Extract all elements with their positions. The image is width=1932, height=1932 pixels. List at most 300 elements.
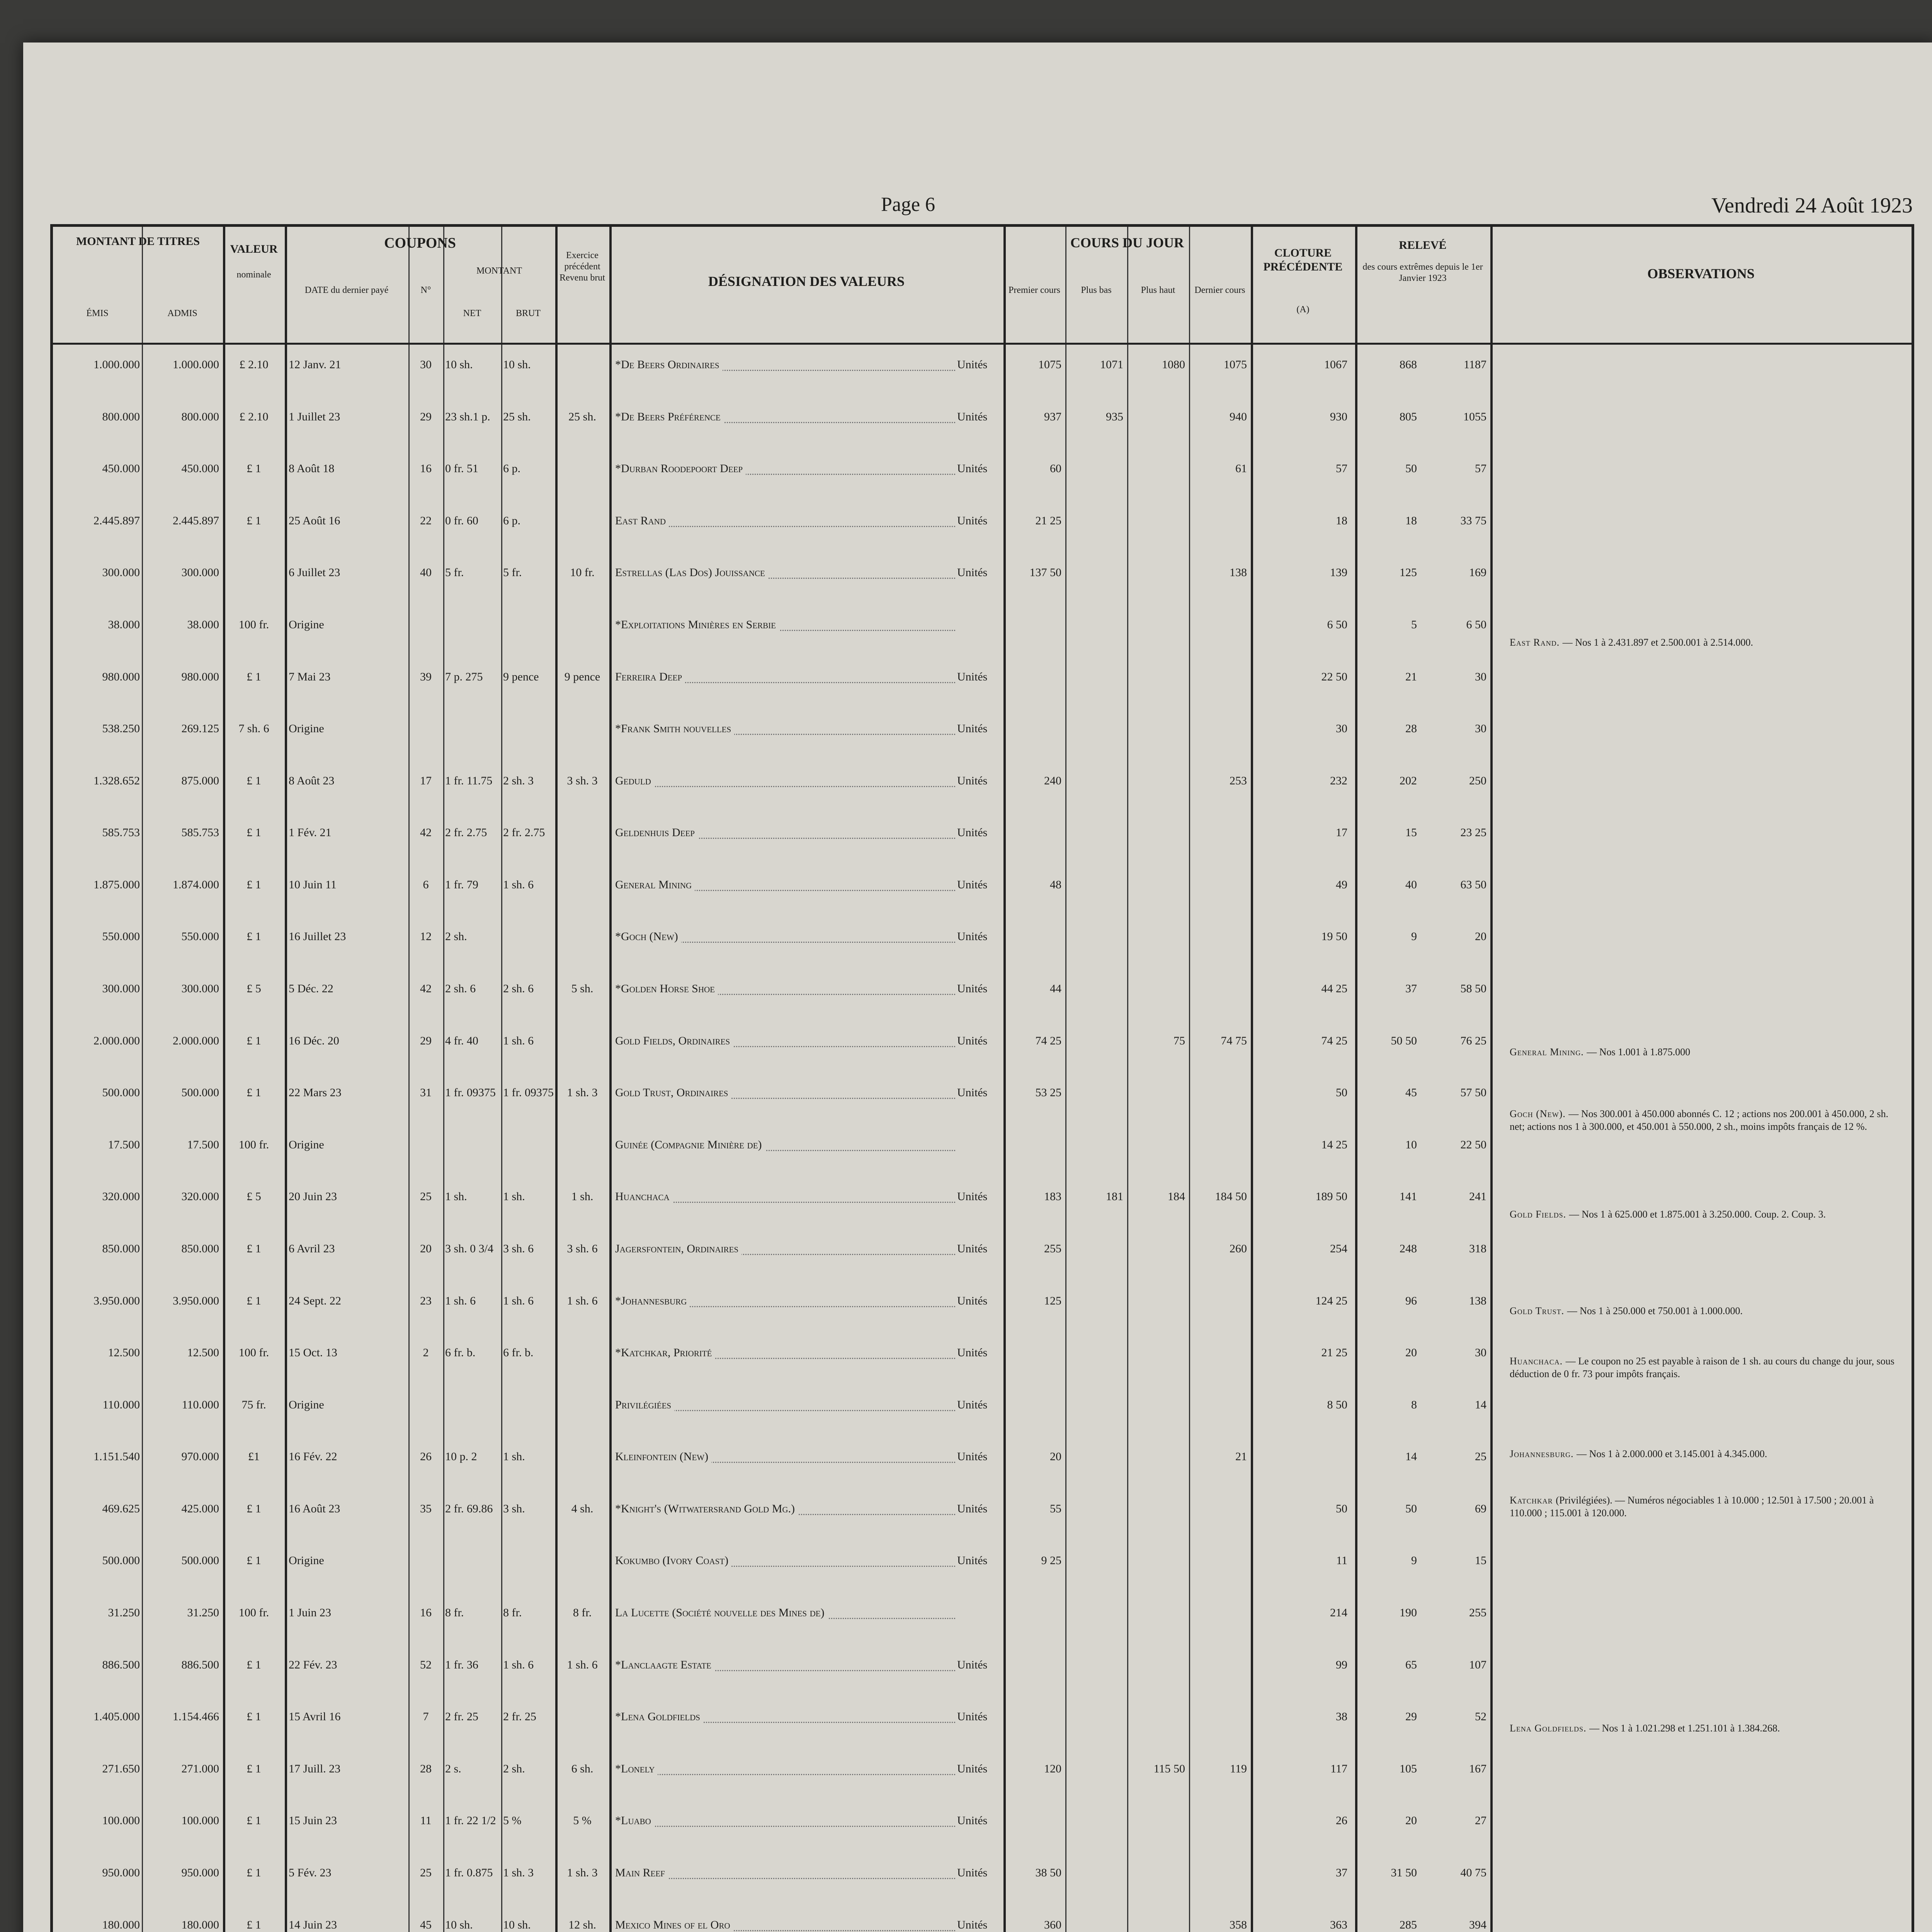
header-exercice: Exercice précédent Revenu brut (560, 250, 605, 283)
cell-no: 7 (423, 1710, 429, 1723)
cell-ex: 4 sh. (571, 1502, 594, 1515)
cell-c: 57 (1336, 462, 1347, 475)
cell-brut: 9 pence (503, 670, 539, 683)
header-premier: Premier cours (1009, 285, 1060, 295)
cell-date: 1 Juillet 23 (289, 410, 340, 423)
observation-tag: Gold Fields. (1510, 1209, 1569, 1220)
cell-ex: 12 sh. (568, 1918, 596, 1931)
cell-net: 10 sh. (445, 1918, 473, 1931)
cell-emis: 800.000 (102, 410, 140, 423)
cell-brut: 2 fr. 25 (503, 1710, 536, 1723)
cell-r2: 57 (1475, 462, 1486, 475)
table-row (53, 1034, 1912, 1087)
cell-no: 30 (420, 358, 432, 371)
cell-r1: 37 (1405, 982, 1417, 995)
cell-no: 20 (420, 1242, 432, 1255)
cell-c: 38 (1336, 1710, 1347, 1723)
cell-no: 12 (420, 930, 432, 943)
cell-no: 40 (420, 566, 432, 579)
cell-r2: 107 (1469, 1658, 1486, 1671)
header-coupons: COUPONS (384, 235, 456, 251)
cell-c: 1067 (1324, 358, 1347, 371)
cell-val: £ 1 (247, 878, 261, 891)
cell-p: 60 (1050, 462, 1061, 475)
table-row (53, 930, 1912, 982)
cell-brut: 2 sh. (503, 1762, 525, 1775)
cell-r2: 63 50 (1460, 878, 1486, 891)
cell-p: 21 25 (1035, 514, 1061, 527)
cell-unit: Unités (957, 1034, 988, 1047)
cell-p: 9 25 (1041, 1554, 1061, 1567)
cell-r1: 202 (1400, 774, 1417, 787)
header-brut: BRUT (515, 308, 541, 318)
cell-admis: 875.000 (181, 774, 219, 787)
cell-emis: 12.500 (108, 1346, 140, 1359)
cell-admis: 31.250 (187, 1606, 219, 1619)
cell-r2: 1187 (1464, 358, 1486, 371)
cell-r2: 394 (1469, 1918, 1486, 1931)
cell-r2: 169 (1469, 566, 1486, 579)
cell-p: 44 (1050, 982, 1061, 995)
cell-h: 75 (1173, 1034, 1185, 1047)
cell-des: *De Beers Préférence (615, 410, 724, 423)
cell-des: Privilégiées (615, 1398, 674, 1412)
cell-unit: Unités (957, 1242, 988, 1255)
cell-admis: 100.000 (181, 1814, 219, 1827)
cell-admis: 1.154.466 (173, 1710, 219, 1723)
cell-unit: Unités (957, 1814, 988, 1827)
cell-r1: 125 (1400, 566, 1417, 579)
cell-r1: 105 (1400, 1762, 1417, 1775)
cell-date: 16 Déc. 20 (289, 1034, 339, 1047)
header-admis: ADMIS (167, 308, 197, 318)
cell-admis: 970.000 (181, 1450, 219, 1463)
cell-date: 17 Juill. 23 (289, 1762, 341, 1775)
table-row (53, 722, 1912, 774)
cell-brut: 1 sh. 6 (503, 1658, 534, 1671)
cell-no: 52 (420, 1658, 432, 1671)
cell-no: 42 (420, 826, 432, 839)
cell-r1: 190 (1400, 1606, 1417, 1619)
cell-emis: 180.000 (102, 1918, 140, 1931)
header-plus-haut: Plus haut (1141, 285, 1175, 295)
cell-net: 5 fr. (445, 566, 464, 579)
cell-brut: 5 fr. (503, 566, 522, 579)
cell-val: £1 (248, 1450, 260, 1463)
header-cloture: CLOTURE PRÉCÉDENTE (1263, 247, 1343, 273)
cell-r1: 50 (1405, 1502, 1417, 1515)
table-row (53, 982, 1912, 1034)
cell-unit: Unités (957, 1398, 988, 1411)
cell-unit: Unités (957, 670, 988, 683)
cell-r2: 57 50 (1460, 1086, 1486, 1099)
observation-note (1510, 1448, 1900, 1461)
cell-c: 21 25 (1321, 1346, 1347, 1359)
cell-ex: 3 sh. 6 (567, 1242, 598, 1255)
cell-admis: 38.000 (187, 618, 219, 631)
cell-r1: 9 (1411, 930, 1417, 943)
cell-unit: Unités (957, 878, 988, 891)
cell-c: 50 (1336, 1502, 1347, 1515)
cell-emis: 469.625 (102, 1502, 140, 1515)
cell-unit: Unités (957, 1710, 988, 1723)
cell-brut: 1 sh. 6 (503, 878, 534, 891)
cell-admis: 269.125 (181, 722, 219, 735)
table-row (53, 1866, 1912, 1918)
cell-val: £ 1 (247, 930, 261, 943)
cell-c: 930 (1330, 410, 1347, 423)
cell-emis: 950.000 (102, 1866, 140, 1879)
cell-b: 1071 (1100, 358, 1123, 371)
cell-des: Gold Fields, Ordinaires (615, 1034, 733, 1048)
table-row (53, 1710, 1912, 1762)
observation-note (1510, 1046, 1900, 1059)
cell-c: 44 25 (1321, 982, 1347, 995)
cell-des: *Durban Roodepoort Deep (615, 462, 746, 475)
cell-date: Origine (289, 1554, 324, 1567)
cell-r2: 30 (1475, 722, 1486, 735)
cell-r1: 96 (1405, 1294, 1417, 1307)
observation-tag: East Rand. (1510, 637, 1563, 648)
cell-emis: 2.000.000 (94, 1034, 140, 1047)
cell-date: 1 Juin 23 (289, 1606, 332, 1619)
cell-r2: 138 (1469, 1294, 1486, 1307)
cell-val: £ 1 (247, 774, 261, 787)
cell-net: 0 fr. 51 (445, 462, 478, 475)
cell-des: Kleinfontein (New) (615, 1450, 711, 1463)
header-date-dernier: DATE du dernier payé (304, 285, 389, 295)
cell-brut: 25 sh. (503, 410, 531, 423)
cell-r1: 40 (1405, 878, 1417, 891)
cell-des: *Luabo (615, 1814, 654, 1827)
cell-c: 8 50 (1327, 1398, 1347, 1411)
cell-r1: 20 (1405, 1346, 1417, 1359)
cell-des: Gold Trust, Ordinaires (615, 1086, 731, 1099)
cell-c: 19 50 (1321, 930, 1347, 943)
cell-des: *Lanclaagte Estate (615, 1658, 714, 1672)
cell-r2: 6 50 (1466, 618, 1486, 631)
cell-no: 6 (423, 878, 429, 891)
cell-r2: 40 75 (1460, 1866, 1486, 1879)
cell-date: 5 Déc. 22 (289, 982, 333, 995)
cell-c: 139 (1330, 566, 1347, 579)
cell-des: *Lena Goldfields (615, 1710, 703, 1723)
cell-net: 1 fr. 36 (445, 1658, 478, 1671)
cell-des: Geldenhuis Deep (615, 826, 698, 839)
cell-emis: 271.650 (102, 1762, 140, 1775)
cell-p: 48 (1050, 878, 1061, 891)
cell-des: *Katchkar, Priorité (615, 1346, 715, 1359)
cell-unit: Unités (957, 774, 988, 787)
cell-c: 189 50 (1315, 1190, 1347, 1203)
cell-admis: 800.000 (181, 410, 219, 423)
cell-no: 42 (420, 982, 432, 995)
cell-r1: 15 (1405, 826, 1417, 839)
cell-val: £ 1 (247, 1554, 261, 1567)
cell-admis: 180.000 (181, 1918, 219, 1931)
cell-c: 18 (1336, 514, 1347, 527)
cell-p: 53 25 (1035, 1086, 1061, 1099)
cell-h: 115 50 (1153, 1762, 1185, 1775)
cell-brut: 3 sh. (503, 1502, 525, 1515)
cell-admis: 550.000 (181, 930, 219, 943)
cell-des: *Goch (New) (615, 930, 681, 943)
cell-date: 20 Juin 23 (289, 1190, 337, 1203)
cell-val: £ 1 (247, 1658, 261, 1671)
cell-p: 183 (1044, 1190, 1061, 1203)
cell-emis: 100.000 (102, 1814, 140, 1827)
cell-des: *Johannesburg (615, 1294, 690, 1308)
cell-r2: 25 (1475, 1450, 1486, 1463)
observation-text: — Nos 1.001 à 1.875.000 (1587, 1046, 1690, 1058)
header-montant: MONTANT DE TITRES (76, 235, 200, 248)
cell-c: 214 (1330, 1606, 1347, 1619)
cell-brut: 1 sh. 3 (503, 1866, 534, 1879)
cell-admis: 17.500 (187, 1138, 219, 1151)
cell-d: 21 (1235, 1450, 1247, 1463)
cell-r1: 21 (1405, 670, 1417, 683)
header-cours: COURS DU JOUR (1070, 235, 1184, 250)
cell-r2: 58 50 (1460, 982, 1486, 995)
cell-val: £ 1 (247, 1866, 261, 1879)
cell-des: *Exploitations Minières en Serbie (615, 618, 779, 631)
cell-r2: 241 (1469, 1190, 1486, 1203)
cell-ex: 1 sh. (571, 1190, 594, 1203)
cell-net: 2 fr. 25 (445, 1710, 478, 1723)
cell-r2: 167 (1469, 1762, 1486, 1775)
table-row (53, 410, 1912, 463)
cell-d: 61 (1235, 462, 1247, 475)
cell-no: 31 (420, 1086, 432, 1099)
table-row (53, 826, 1912, 878)
cell-des: Mexico Mines of el Oro (615, 1918, 733, 1932)
cell-unit: Unités (957, 1762, 988, 1775)
cell-emis: 980.000 (102, 670, 140, 683)
cell-admis: 500.000 (181, 1554, 219, 1567)
cell-emis: 300.000 (102, 566, 140, 579)
cell-no: 25 (420, 1190, 432, 1203)
cell-emis: 110.000 (102, 1398, 140, 1411)
cell-r2: 20 (1475, 930, 1486, 943)
cell-r1: 14 (1405, 1450, 1417, 1463)
cell-r2: 76 25 (1460, 1034, 1486, 1047)
cell-p: 74 25 (1035, 1034, 1061, 1047)
observation-text: — Le coupon no 25 est payable à raison de 1 sh. au cours du change du jour, sous déduction de 0 fr. 73 pour impôts français. (1510, 1355, 1895, 1379)
header-cloture-sub: (A) (1296, 304, 1310, 315)
header-dernier: Dernier cours (1194, 285, 1245, 295)
table-row (53, 462, 1912, 514)
cell-r1: 8 (1411, 1398, 1417, 1411)
table-row (53, 1918, 1912, 1932)
quotation-table (50, 224, 1914, 1932)
table-row (53, 514, 1912, 566)
cell-r1: 28 (1405, 722, 1417, 735)
header-emis: ÉMIS (86, 308, 109, 318)
cell-val: £ 2.10 (239, 410, 269, 423)
cell-date: 5 Fév. 23 (289, 1866, 332, 1879)
cell-c: 17 (1336, 826, 1347, 839)
cell-date: 8 Août 23 (289, 774, 335, 787)
cell-brut: 6 p. (503, 462, 520, 475)
cell-des: Ferreira Deep (615, 670, 685, 684)
cell-date: Origine (289, 722, 324, 735)
observation-note (1510, 1305, 1900, 1318)
cell-p: 360 (1044, 1918, 1061, 1931)
cell-emis: 550.000 (102, 930, 140, 943)
cell-val: 100 fr. (238, 1606, 269, 1619)
cell-des: Huanchaca (615, 1190, 673, 1203)
cell-des: La Lucette (Société nouvelle des Mines de) (615, 1606, 828, 1619)
cell-ex: 8 fr. (573, 1606, 592, 1619)
cell-net: 2 sh. 6 (445, 982, 476, 995)
cell-p: 125 (1044, 1294, 1061, 1307)
cell-unit: Unités (957, 566, 988, 579)
cell-p: 20 (1050, 1450, 1061, 1463)
cell-emis: 1.875.000 (94, 878, 140, 891)
observation-tag: Lena Goldfields. (1510, 1723, 1590, 1734)
cell-date: Origine (289, 1398, 324, 1411)
cell-emis: 850.000 (102, 1242, 140, 1255)
cell-unit: Unités (957, 1294, 988, 1307)
cell-admis: 980.000 (181, 670, 219, 683)
observation-text: — Nos 1 à 2.000.000 et 3.145.001 à 4.345.000. (1577, 1448, 1767, 1459)
cell-date: 15 Oct. 13 (289, 1346, 337, 1359)
cell-c: 49 (1336, 878, 1347, 891)
cell-net: 8 fr. (445, 1606, 464, 1619)
cell-p: 137 50 (1029, 566, 1061, 579)
cell-admis: 320.000 (181, 1190, 219, 1203)
cell-admis: 110.000 (182, 1398, 219, 1411)
cell-r1: 9 (1411, 1554, 1417, 1567)
cell-c: 124 25 (1315, 1294, 1347, 1307)
header-valeur: VALEUR (230, 243, 278, 255)
cell-ex: 25 sh. (568, 410, 596, 423)
cell-emis: 450.000 (102, 462, 140, 475)
cell-ex: 1 sh. 3 (567, 1086, 598, 1099)
cell-r2: 255 (1469, 1606, 1486, 1619)
header-designation: DÉSIGNATION DES VALEURS (708, 274, 905, 289)
cell-admis: 886.500 (181, 1658, 219, 1671)
table-row (53, 1294, 1912, 1347)
cell-val: £ 1 (247, 514, 261, 527)
cell-d: 260 (1230, 1242, 1247, 1255)
observation-tag: Gold Trust. (1510, 1305, 1567, 1316)
cell-net: 1 fr. 79 (445, 878, 478, 891)
table-row (53, 670, 1912, 723)
cell-r1: 248 (1400, 1242, 1417, 1255)
observation-tag: Katchkar (1510, 1495, 1556, 1506)
cell-emis: 1.405.000 (94, 1710, 140, 1723)
cell-net: 2 fr. 2.75 (445, 826, 487, 839)
cell-r1: 10 (1405, 1138, 1417, 1151)
cell-emis: 886.500 (102, 1658, 140, 1671)
cell-c: 232 (1330, 774, 1347, 787)
cell-brut: 6 fr. b. (503, 1346, 534, 1359)
cell-b: 935 (1106, 410, 1123, 423)
cell-net: 23 sh.1 p. (445, 410, 490, 423)
cell-emis: 585.753 (102, 826, 140, 839)
cell-date: Origine (289, 618, 324, 631)
cell-unit: Unités (957, 1190, 988, 1203)
cell-val: £ 1 (247, 1086, 261, 1099)
cell-brut: 2 sh. 6 (503, 982, 534, 995)
cell-r1: 31 50 (1391, 1866, 1417, 1879)
table-row (53, 358, 1912, 410)
table-row (53, 1138, 1912, 1190)
header-no: N° (420, 285, 431, 295)
cell-val: £ 1 (247, 462, 261, 475)
cell-no: 39 (420, 670, 432, 683)
cell-net: 2 s. (445, 1762, 461, 1775)
cell-brut: 10 sh. (503, 1918, 531, 1931)
cell-val: 75 fr. (242, 1398, 266, 1411)
cell-net: 6 fr. b. (445, 1346, 476, 1359)
cell-admis: 585.753 (181, 826, 219, 839)
cell-emis: 500.000 (102, 1554, 140, 1567)
observation-tag: Huanchaca. (1510, 1355, 1566, 1367)
cell-unit: Unités (957, 930, 988, 943)
cell-date: 24 Sept. 22 (289, 1294, 341, 1307)
cell-p: 120 (1044, 1762, 1061, 1775)
cell-date: 7 Mai 23 (289, 670, 331, 683)
cell-p: 1075 (1038, 358, 1061, 371)
cell-r1: 5 (1411, 618, 1417, 631)
cell-d: 1075 (1224, 358, 1247, 371)
cell-ex: 5 sh. (571, 982, 594, 995)
header-releve-sub: des cours extrêmes depuis le 1er Janvier 1923 (1362, 262, 1483, 283)
cell-des: Kokumbo (Ivory Coast) (615, 1554, 731, 1567)
cell-date: 16 Août 23 (289, 1502, 340, 1515)
cell-ex: 5 % (573, 1814, 592, 1827)
cell-des: *Golden Horse Shoe (615, 982, 718, 995)
cell-admis: 500.000 (181, 1086, 219, 1099)
table-row (53, 774, 1912, 827)
cell-r2: 250 (1469, 774, 1486, 787)
table-row (53, 878, 1912, 930)
cell-unit: Unités (957, 722, 988, 735)
cell-r2: 22 50 (1460, 1138, 1486, 1151)
cell-brut: 10 sh. (503, 358, 531, 371)
cell-no: 35 (420, 1502, 432, 1515)
cell-d: 358 (1230, 1918, 1247, 1931)
observation-text: (Privilégiées). — Numéros négociables 1 à 10.000 ; 12.501 à 17.500 ; 20.001 à 110.000 ; 115.001 à 120.000. (1510, 1495, 1874, 1519)
cell-val: 100 fr. (238, 1138, 269, 1151)
cell-c: 74 25 (1321, 1034, 1347, 1047)
cell-r2: 33 75 (1460, 514, 1486, 527)
newspaper-page (23, 43, 1932, 1932)
cell-des: *Lonely (615, 1762, 658, 1776)
cell-date: 10 Juin 11 (289, 878, 337, 891)
observation-note (1510, 1722, 1900, 1735)
cell-emis: 500.000 (102, 1086, 140, 1099)
cell-unit: Unités (957, 1658, 988, 1671)
cell-emis: 1.151.540 (94, 1450, 140, 1463)
cell-ex: 1 sh. 6 (567, 1294, 598, 1307)
header-plus-bas: Plus bas (1081, 285, 1112, 295)
cell-unit: Unités (957, 1346, 988, 1359)
cell-date: 16 Juillet 23 (289, 930, 346, 943)
cell-net: 1 fr. 09375 (445, 1086, 496, 1099)
cell-val: £ 1 (247, 1814, 261, 1827)
cell-des: Estrellas (Las Dos) Jouissance (615, 566, 768, 579)
cell-no: 25 (420, 1866, 432, 1879)
cell-unit: Unités (957, 514, 988, 527)
cell-r1: 805 (1400, 410, 1417, 423)
cell-ex: 9 pence (564, 670, 600, 683)
cell-unit: Unités (957, 982, 988, 995)
cell-d: 74 75 (1221, 1034, 1247, 1047)
cell-no: 22 (420, 514, 432, 527)
